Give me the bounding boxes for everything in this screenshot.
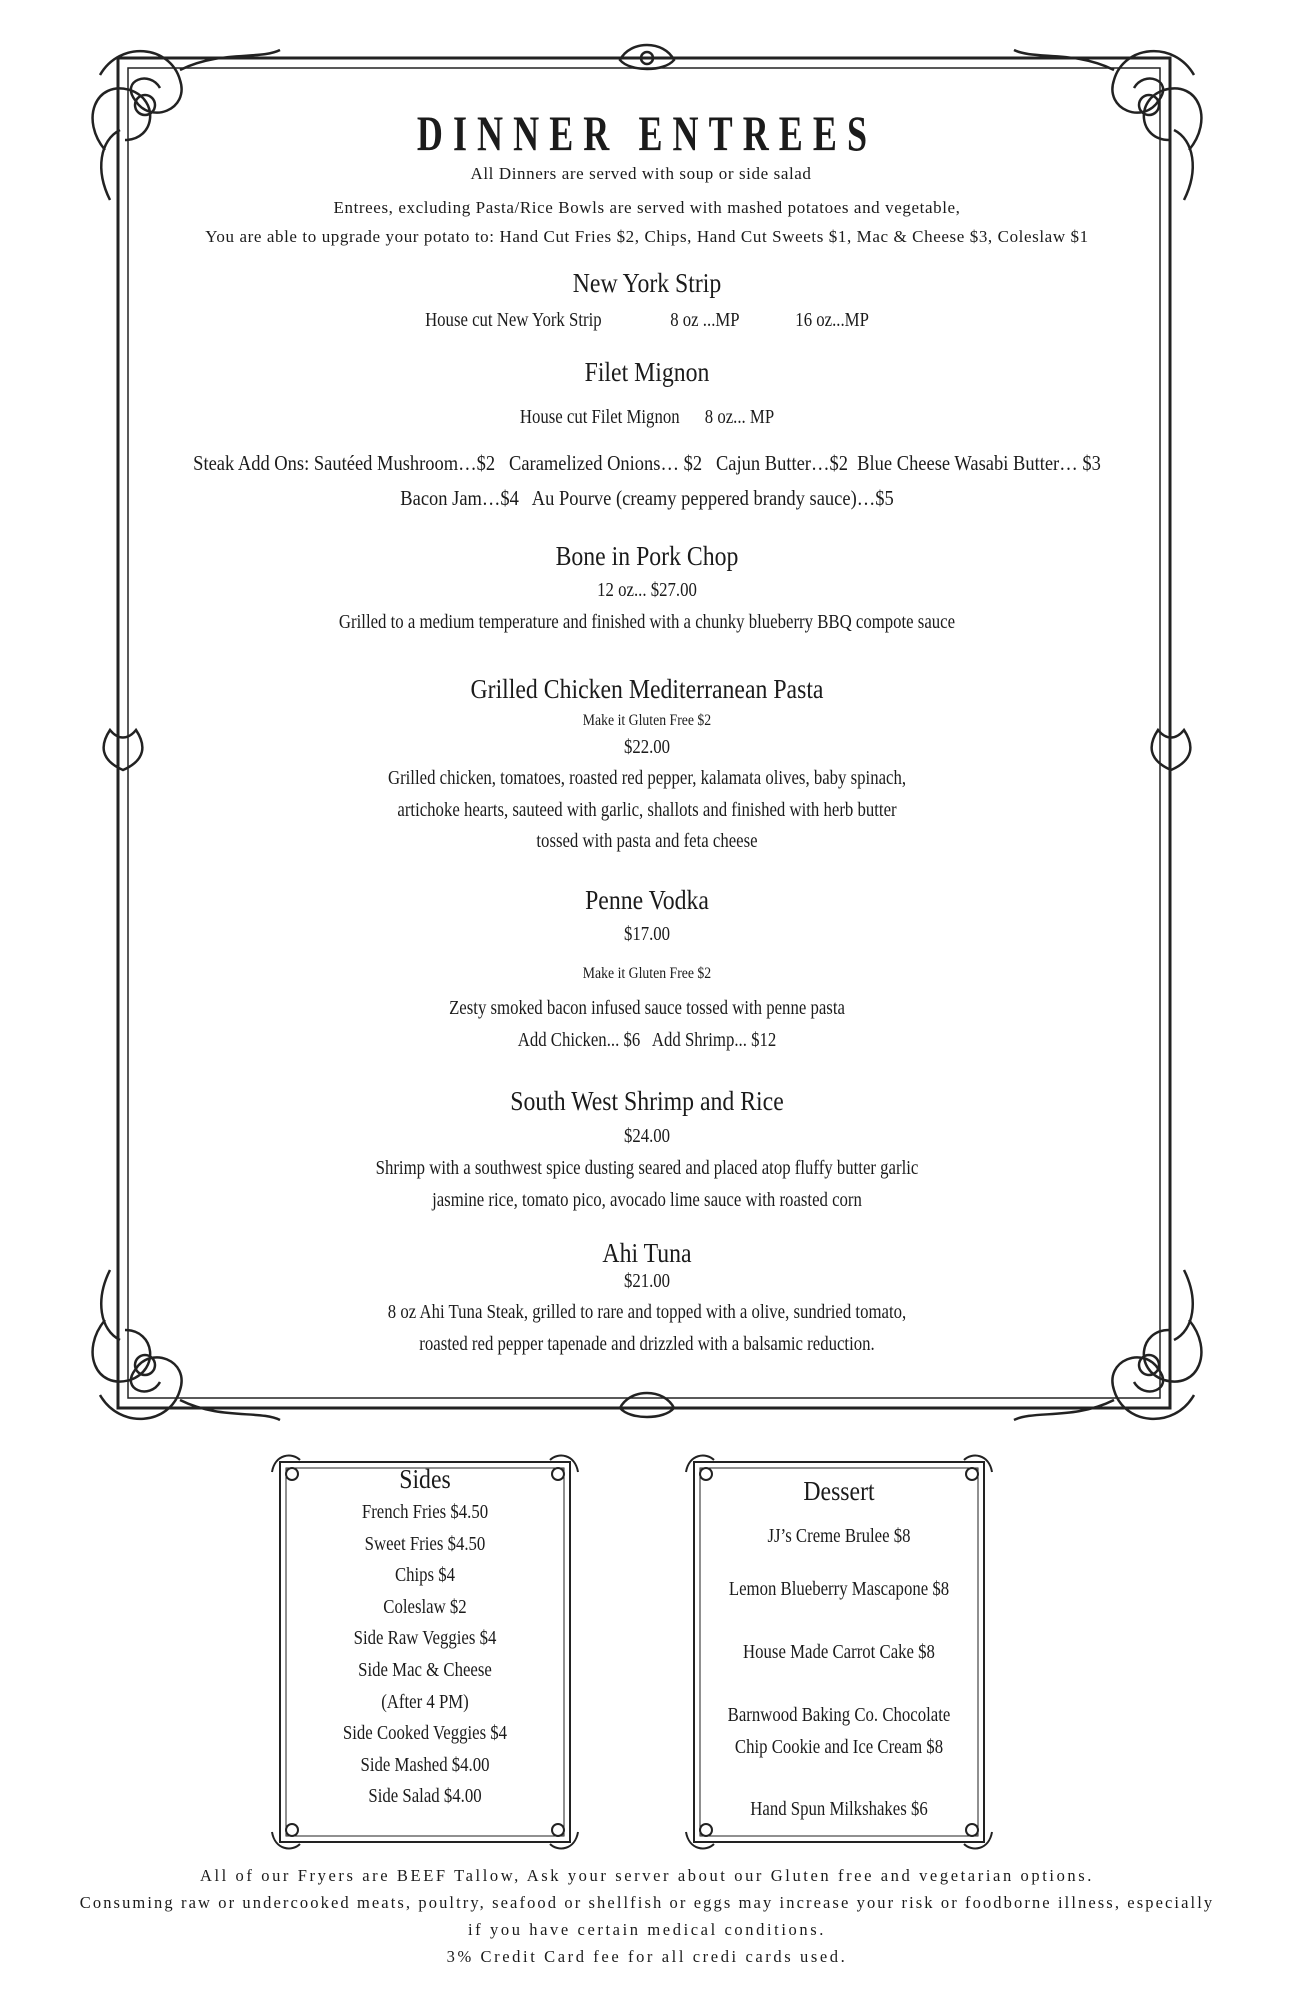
sw-shrimp-desc-1: Shrimp with a southwest spice dusting seared and placed atop fluffy butter garlic (375, 1158, 919, 1179)
ny-strip-price-8oz: 8 oz ...MP (670, 310, 740, 331)
sw-shrimp-price: $24.00 (623, 1126, 671, 1147)
dessert-title: Dessert (803, 1476, 875, 1506)
steak-addons-line-2: Bacon Jam…$4 Au Pourve (creamy peppered brandy sauce)…$5 (400, 486, 894, 510)
dessert-item: Chip Cookie and Ice Cream $8 (734, 1737, 944, 1758)
filet-line: House cut Filet Mignon 8 oz... MP (519, 407, 775, 428)
entree-name-penne-vodka: Penne Vodka (585, 885, 709, 915)
entree-name-pork-chop: Bone in Pork Chop (555, 541, 739, 571)
med-pasta-desc-2: artichoke hearts, sauteed with garlic, shallots and finished with herb butter (397, 800, 897, 821)
ny-strip-price-16oz: 16 oz...MP (795, 310, 869, 331)
intro-line-2: Entrees, excluding Pasta/Rice Bowls are served with mashed potatoes and vegetable, (333, 198, 961, 217)
footer-line-2: Consuming raw or undercooked meats, poultry, seafood or shellfish or eggs may increase your risk or foodborne illness, especially (79, 1893, 1215, 1912)
ahi-tuna-price: $21.00 (623, 1271, 671, 1292)
med-pasta-desc-1: Grilled chicken, tomatoes, roasted red pepper, kalamata olives, baby spinach, (387, 768, 907, 789)
side-item: French Fries $4.50 (361, 1502, 489, 1523)
intro-line-1: All Dinners are served with soup or side salad (470, 164, 812, 183)
footer-line-1: All of our Fryers are BEEF Tallow, Ask your server about our Gluten free and vegetarian options. (199, 1866, 1095, 1885)
steak-addons-line-1: Steak Add Ons: Sautéed Mushroom…$2 Caramelized Onions… $2 Cajun Butter…$2 Blue Cheese Wasabi Butter… $3 (193, 451, 1101, 475)
side-item: Side Raw Veggies $4 (353, 1628, 497, 1649)
med-pasta-price: $22.00 (623, 737, 671, 758)
side-item: Sweet Fries $4.50 (364, 1534, 486, 1555)
pork-chop-desc: Grilled to a medium temperature and finished with a chunky blueberry BBQ compote sauce (338, 612, 956, 633)
dessert-item: House Made Carrot Cake $8 (743, 1642, 935, 1663)
penne-vodka-price: $17.00 (623, 924, 671, 945)
side-item: (After 4 PM) (381, 1692, 469, 1713)
dessert-item: JJ’s Creme Brulee $8 (767, 1526, 911, 1547)
dessert-box (684, 1452, 994, 1852)
entree-name-ny-strip: New York Strip (572, 268, 722, 298)
dessert-item: Lemon Blueberry Mascapone $8 (728, 1579, 950, 1600)
side-item: Chips $4 (394, 1565, 456, 1586)
side-item: Side Cooked Veggies $4 (342, 1723, 508, 1744)
dessert-item: Barnwood Baking Co. Chocolate (727, 1705, 951, 1726)
footer-line-4: 3% Credit Card fee for all credi cards used. (446, 1947, 848, 1966)
med-pasta-gf: Make it Gluten Free $2 (582, 712, 712, 729)
med-pasta-desc-3: tossed with pasta and feta cheese (536, 831, 758, 852)
penne-vodka-desc-2: Add Chicken... $6 Add Shrimp... $12 (517, 1030, 777, 1051)
ny-strip-line (91, 310, 1204, 332)
penne-vodka-gf: Make it Gluten Free $2 (582, 965, 712, 982)
pork-chop-price: 12 oz... $27.00 (597, 580, 697, 601)
side-item: Side Salad $4.00 (368, 1786, 482, 1807)
ahi-tuna-desc-2: roasted red pepper tapenade and drizzled with a balsamic reduction. (419, 1334, 875, 1355)
entree-name-filet: Filet Mignon (584, 357, 710, 387)
side-item: Coleslaw $2 (383, 1597, 467, 1618)
sw-shrimp-desc-2: jasmine rice, tomato pico, avocado lime sauce with roasted corn (432, 1190, 862, 1211)
ny-strip-desc: House cut New York Strip (425, 310, 602, 331)
sides-title: Sides (399, 1464, 451, 1494)
side-item: Side Mac & Cheese (358, 1660, 492, 1681)
ahi-tuna-desc-1: 8 oz Ahi Tuna Steak, grilled to rare and topped with a olive, sundried tomato, (387, 1302, 907, 1323)
intro-line-3: You are able to upgrade your potato to: Hand Cut Fries $2, Chips, Hand Cut Sweets $1, Mac & Cheese $3, Coleslaw $1 (205, 227, 1089, 246)
entree-name-med-pasta: Grilled Chicken Mediterranean Pasta (470, 674, 824, 704)
entree-name-ahi-tuna: Ahi Tuna (602, 1238, 692, 1268)
side-item: Side Mashed $4.00 (360, 1755, 490, 1776)
dessert-item: Hand Spun Milkshakes $6 (750, 1799, 928, 1820)
sides-box (270, 1452, 580, 1852)
penne-vodka-desc-1: Zesty smoked bacon infused sauce tossed with penne pasta (449, 998, 845, 1019)
footer-line-3: if you have certain medical conditions. (468, 1920, 826, 1939)
page-title: DINNER ENTREES (416, 105, 878, 161)
entree-name-sw-shrimp: South West Shrimp and Rice (510, 1086, 784, 1116)
